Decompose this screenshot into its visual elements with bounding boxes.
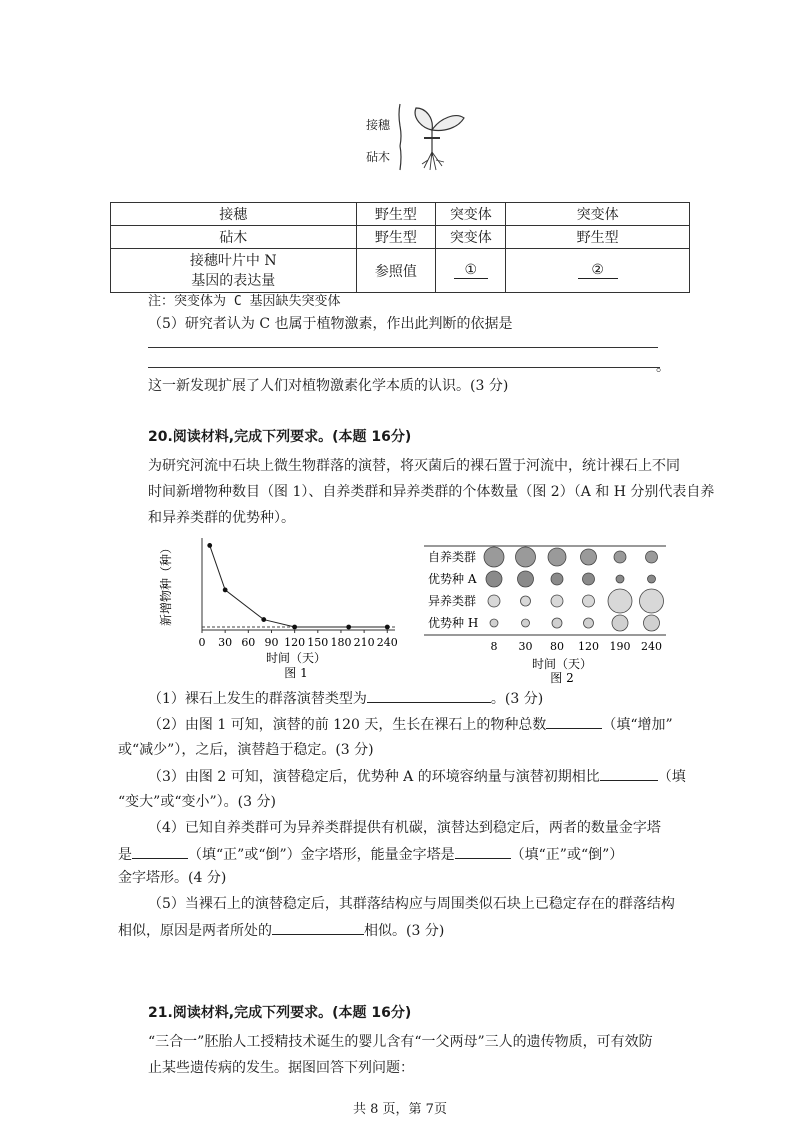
bubble bbox=[608, 589, 632, 613]
bubble bbox=[490, 619, 498, 627]
cell-line: 基因的表达量 bbox=[191, 272, 276, 289]
answer-blank[interactable] bbox=[600, 766, 658, 781]
x-tick-label: 90 bbox=[264, 636, 279, 649]
bubble bbox=[616, 575, 624, 583]
table-cell: 突变体 bbox=[506, 203, 690, 226]
bubble bbox=[548, 548, 566, 566]
bubble bbox=[486, 571, 502, 587]
bubble bbox=[648, 575, 656, 583]
q20-4-line3: 金字塔形。(4 分) bbox=[118, 870, 227, 886]
conclusion-text: 这一新发现扩展了人们对植物激素化学本质的认识。(3 分) bbox=[148, 378, 509, 394]
roots bbox=[422, 152, 444, 170]
x-tick-label: 80 bbox=[550, 640, 564, 653]
bubble bbox=[583, 595, 595, 607]
bubble bbox=[640, 589, 664, 613]
graft-illustration bbox=[360, 100, 470, 174]
x-axis-label: 时间（天） bbox=[531, 657, 593, 671]
series-line bbox=[210, 545, 388, 627]
q20-2 bbox=[148, 714, 673, 735]
bubble bbox=[614, 551, 626, 563]
end-mark: 。 bbox=[656, 359, 670, 375]
data-point bbox=[223, 588, 228, 593]
q20-intro-line: 为研究河流中石块上微生物群落的演替，将灭菌后的裸石置于河流中，统计裸石上不同 bbox=[148, 458, 680, 474]
q20-5-line2 bbox=[118, 920, 444, 941]
row-label: 自养类群 bbox=[428, 550, 477, 564]
bubble bbox=[583, 573, 595, 585]
table-cell: 突变体 bbox=[436, 203, 506, 226]
bubble bbox=[612, 615, 628, 631]
table-row bbox=[111, 249, 690, 293]
q20-5-text: 相似，原因是两者所处的 bbox=[118, 923, 272, 939]
bubble bbox=[522, 619, 530, 627]
q20-3 bbox=[148, 766, 686, 787]
y-axis-label: 新增物种（种） bbox=[159, 541, 173, 627]
q21-intro-line: 止某些遗传病的发生。据图回答下列问题： bbox=[148, 1060, 414, 1076]
question-21-title: 21.阅读材料,完成下列要求。(本题 16分) bbox=[148, 1005, 412, 1021]
table-cell: 野生型 bbox=[356, 226, 436, 249]
bubble bbox=[584, 618, 594, 628]
q20-4-text-a: 是 bbox=[118, 847, 132, 863]
x-tick-label: 240 bbox=[376, 636, 398, 649]
figure-2-bubble-chart bbox=[420, 530, 676, 685]
x-tick-label: 120 bbox=[578, 640, 599, 653]
row-label: 优势种 A bbox=[428, 572, 477, 586]
table-cell: 砧木 bbox=[111, 226, 357, 249]
q20-5-tail: 相似。(3 分) bbox=[364, 923, 445, 939]
q20-intro-line: 和异养类群的优势种）。 bbox=[148, 510, 295, 526]
answer-blank[interactable] bbox=[367, 688, 491, 703]
right-leaf bbox=[432, 116, 464, 131]
bubble bbox=[488, 595, 500, 607]
figure-caption: 图 1 bbox=[284, 666, 308, 680]
x-tick-label: 240 bbox=[641, 640, 662, 653]
q20-5-line1: （5）当裸石上的演替稳定后，其群落结构应与周围类似石块上已稳定存在的群落结构 bbox=[148, 896, 675, 912]
data-point bbox=[346, 625, 351, 630]
cell-line: 接穗叶片中 N bbox=[189, 252, 277, 269]
q20-3-tail: （填 bbox=[657, 769, 686, 785]
table-row bbox=[111, 226, 690, 249]
q20-3-text: （3）由图 2 可知，演替稳定后，优势种 A 的环境容纳量与演替初期相比 bbox=[148, 769, 600, 785]
x-tick-label: 190 bbox=[609, 640, 631, 653]
x-tick-label: 60 bbox=[241, 636, 256, 649]
q20-1-tail: 。(3 分) bbox=[490, 691, 544, 707]
question-20-title: 20.阅读材料,完成下列要求。(本题 16分) bbox=[148, 429, 412, 445]
q20-1 bbox=[148, 688, 543, 709]
bubble bbox=[516, 547, 536, 567]
bubble bbox=[518, 571, 534, 587]
x-tick-label: 30 bbox=[218, 636, 233, 649]
bubble bbox=[551, 573, 563, 585]
figure-caption: 图 2 bbox=[550, 671, 574, 685]
rootstock-label: 砧木 bbox=[366, 150, 391, 164]
answer-blank[interactable] bbox=[546, 714, 602, 729]
row-label: 异养类群 bbox=[428, 594, 477, 608]
table-note: 注：突变体为 C 基因缺失突变体 bbox=[148, 294, 341, 309]
bubble bbox=[581, 549, 597, 565]
table-cell: 突变体 bbox=[436, 226, 506, 249]
q20-4-text-c: （填“正”或“倒”） bbox=[510, 847, 624, 863]
x-tick-label: 210 bbox=[353, 636, 375, 649]
x-tick-label: 180 bbox=[330, 636, 352, 649]
question-19-5: （5）研究者认为 C 也属于植物激素，作出此判断的依据是 bbox=[148, 316, 513, 332]
table-cell bbox=[506, 249, 690, 293]
answer-blank[interactable] bbox=[272, 920, 364, 935]
x-tick-label: 30 bbox=[518, 640, 533, 653]
data-point bbox=[207, 543, 212, 548]
bubble bbox=[646, 551, 658, 563]
row-label: 优势种 H bbox=[428, 616, 479, 630]
data-point bbox=[292, 625, 297, 630]
data-point bbox=[261, 617, 266, 622]
scion-brace bbox=[399, 104, 401, 146]
table-row bbox=[111, 203, 690, 226]
x-axis-label: 时间（天） bbox=[265, 651, 327, 665]
bubble bbox=[551, 595, 563, 607]
data-point bbox=[385, 625, 390, 630]
table-cell: 接穗 bbox=[111, 203, 357, 226]
x-tick-label: 150 bbox=[307, 636, 329, 649]
bubble bbox=[484, 547, 504, 567]
answer-line-2[interactable] bbox=[148, 367, 660, 368]
answer-blank-2[interactable]: ② bbox=[578, 262, 618, 279]
table-cell bbox=[111, 249, 357, 293]
answer-line-1[interactable] bbox=[148, 347, 658, 348]
q20-2-line2: 或“减少”），之后，演替趋于稳定。(3 分) bbox=[118, 742, 374, 758]
q20-4-text-b: （填“正”或“倒”）金字塔形，能量金字塔是 bbox=[188, 847, 455, 863]
x-tick-label: 8 bbox=[490, 640, 498, 653]
q20-2-text: （2）由图 1 可知，演替的前 120 天，生长在裸石上的物种总数 bbox=[148, 717, 547, 733]
bubble bbox=[644, 615, 660, 631]
q21-intro-line: “三合一”胚胎人工授精技术诞生的婴儿含有“一父两母”三人的遗传物质，可有效防 bbox=[148, 1034, 653, 1050]
q20-4-line1: （4）已知自养类群可为异养类群提供有机碳，演替达到稳定后，两者的数量金字塔 bbox=[148, 820, 661, 836]
graft-table bbox=[110, 202, 690, 293]
figure-1-line-chart bbox=[150, 530, 400, 680]
q20-3-line2: “变大”或“变小”）。(3 分) bbox=[118, 794, 276, 810]
bubble bbox=[552, 618, 562, 628]
q20-intro-line: 时间新增物种数目（图 1）、自养类群和异养类群的个体数量（图 2）（A 和 H 分别代表自养 bbox=[148, 484, 715, 500]
answer-blank[interactable] bbox=[455, 844, 511, 859]
table-cell bbox=[436, 249, 506, 293]
left-leaf bbox=[415, 108, 432, 130]
rootstock-brace bbox=[400, 146, 401, 170]
q20-1-text: （1）裸石上发生的群落演替类型为 bbox=[148, 691, 367, 707]
x-tick-label: 0 bbox=[198, 636, 206, 649]
q20-2-tail: （填“增加” bbox=[602, 717, 673, 733]
x-tick-label: 120 bbox=[284, 636, 306, 649]
scion-label: 接穗 bbox=[366, 118, 391, 132]
q20-4-line2 bbox=[118, 844, 623, 865]
table-cell: 野生型 bbox=[506, 226, 690, 249]
answer-blank[interactable] bbox=[132, 844, 188, 859]
bubble bbox=[521, 596, 531, 606]
answer-blank-1[interactable]: ① bbox=[454, 262, 488, 279]
table-cell: 野生型 bbox=[356, 203, 436, 226]
table-cell: 参照值 bbox=[356, 249, 436, 293]
page-footer: 共 8 页，第 7页 bbox=[353, 1102, 447, 1117]
